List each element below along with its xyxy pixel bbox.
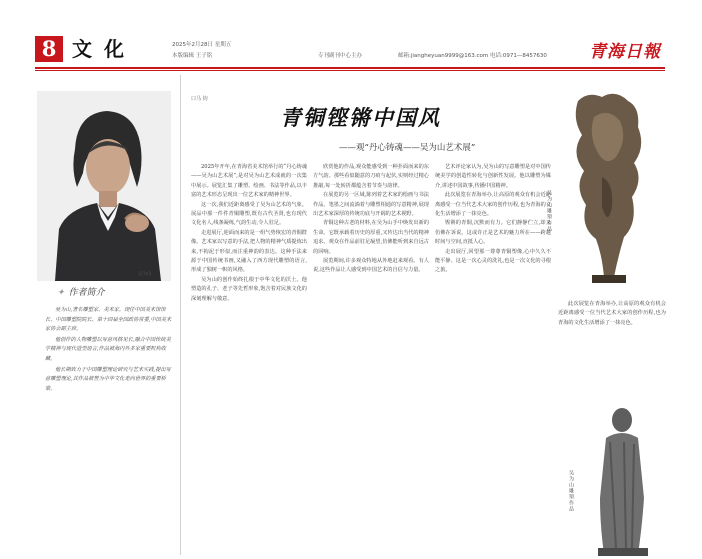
bio-title: 作者简介 bbox=[68, 288, 105, 298]
left-column bbox=[35, 75, 175, 555]
paragraph: 青铜这种古老的材料,在吴为山手中焕发出新的生命。它既承载着历史的厚重,又传达出当代的精神追求。观众在作品前驻足凝望,仿佛能听到来自远古的回响。 bbox=[313, 220, 429, 255]
bio-paragraph: 他创作的人物雕塑以写意风格见长,融合中国传统美学精神与现代造型语言,作品被海内外多家重要机构收藏。 bbox=[45, 336, 171, 362]
article-subtitle: ——观“丹心铸魂——吴为山艺术展” bbox=[339, 143, 476, 153]
newspaper-logo: 青海日報 bbox=[589, 42, 661, 62]
sculpture-caption-2: 吴为山雕塑作品 bbox=[568, 470, 574, 512]
sculpture-photo-2 bbox=[580, 398, 670, 558]
paragraph: 艺术评论家认为,吴为山的写意雕塑是对中国传统美学的创造性转化与创新性发展。他以雕塑为媒介,讲述中国故事,传播中国精神。 bbox=[435, 164, 551, 189]
paragraph: 铿锵的青铜,沉默而有力。它们静静伫立,却又仿佛在诉说。这或许正是艺术的魅力所在——跨越时间与空间,直抵人心。 bbox=[435, 220, 551, 246]
page-number: 8 bbox=[35, 36, 63, 62]
bio-paragraph: 他长期致力于中国雕塑理论研究与艺术实践,提出写意雕塑理论,其作品被誉为中华文化走向世界的重要桥梁。 bbox=[45, 366, 171, 392]
header-rule bbox=[35, 67, 665, 69]
paragraph: 吴为山的创作始终扎根于中华文化的沃土。他塑造的孔子、老子等先哲形象,饱含着对民族文化的深刻理解与敬意。 bbox=[191, 276, 307, 302]
date-line: 2025年2月28日 星期五 bbox=[172, 42, 232, 48]
portrait-photo bbox=[37, 91, 171, 281]
paragraph: 此次展览在青海举办,让高原的观众有机会近距离感受一位当代艺术大家的创作历程,也为青海的文化生活增添了一抹亮色。 bbox=[558, 301, 666, 326]
email-line: 邮箱:jiangheyuan9999@163.com bbox=[398, 53, 489, 59]
phone-line: 电话:0971—8457630 bbox=[490, 53, 547, 59]
paragraph: 2025年开年,在青海省美术馆举行的“丹心铸魂——吴为山艺术展”,是对吴为山艺术成就的一次集中展示。展览汇集了雕塑、绘画、书法等作品,以丰富的艺术形态呈现出一位艺术家的精神世界。 bbox=[191, 164, 307, 199]
paragraph: 展览期间,许多观众特地从外地赶来观看。有人说,这些作品让人感受到中国艺术的自信与力量。 bbox=[313, 258, 429, 274]
article-column-1 bbox=[191, 163, 307, 555]
bio-text bbox=[45, 306, 173, 394]
paragraph: 走出展厅,回望那一尊尊青铜塑像,心中久久不能平静。这是一次心灵的洗礼,也是一次文化的寻根之旅。 bbox=[435, 248, 551, 274]
bio-dash: ✦ bbox=[57, 288, 65, 298]
portrait-caption: 吴为山 bbox=[138, 272, 152, 277]
editor-line: 本版编辑 王子铭 bbox=[172, 53, 213, 59]
paragraph: 这一次,我们近距离感受了吴为山艺术的气象。展品中那一件件青铜雕塑,既有古代圣贤,也有现代文化名人,线条凝练,气韵生动,令人驻足。 bbox=[191, 201, 307, 227]
header-rule-thin bbox=[35, 70, 665, 71]
article-column-3 bbox=[435, 163, 551, 555]
paragraph: 走进展厅,迎面而来的是一组气势恢宏的青铜群像。艺术家以写意的手法,把人物的精神气质提炼出来,不拘泥于形似,而注重神韵的表达。这种手法来源于中国传统书画,又融入了西方现代雕塑的语言,形成了独树一帜的风格。 bbox=[191, 229, 307, 274]
bio-paragraph: 吴为山,著名雕塑家、美术家。现任中国美术馆馆长、中国雕塑院院长、第十四届全国政协常委,中国美术家协会副主席。 bbox=[45, 307, 172, 333]
sculpture-caption-1: 吴为山雕塑作品 bbox=[546, 190, 552, 232]
paragraph: 此次展览在青海举办,让高原的观众有机会近距离感受一位当代艺术大家的创作历程,也为青海的文化生活增添了一抹亮色。 bbox=[435, 192, 551, 218]
article-column-4 bbox=[558, 300, 666, 395]
bio-heading bbox=[57, 285, 173, 298]
paragraph: 欣赏他的作品,观众能感受到一种扑面而来的东方气韵。那些看似随意的刀痕与起伏,实则经过精心推敲,每一处转折都蕴含着节奏与韵律。 bbox=[313, 164, 429, 189]
column-line: 专刊副刊中心主办 bbox=[318, 53, 363, 59]
byline: 口马 钧 bbox=[191, 96, 208, 102]
column-divider bbox=[180, 75, 181, 555]
section-title: 文化 bbox=[72, 37, 136, 61]
article-column-2 bbox=[313, 163, 429, 555]
paragraph: 在展览的另一区域,陈列着艺术家的绘画与书法作品。笔墨之间流淌着与雕塑相通的写意精神,展现出艺术家深厚的传统功底与开阔的艺术视野。 bbox=[313, 192, 429, 218]
sculpture-photo-1 bbox=[558, 87, 665, 297]
bio-box bbox=[45, 285, 173, 395]
article-title: 青铜铿锵中国风 bbox=[280, 105, 441, 130]
